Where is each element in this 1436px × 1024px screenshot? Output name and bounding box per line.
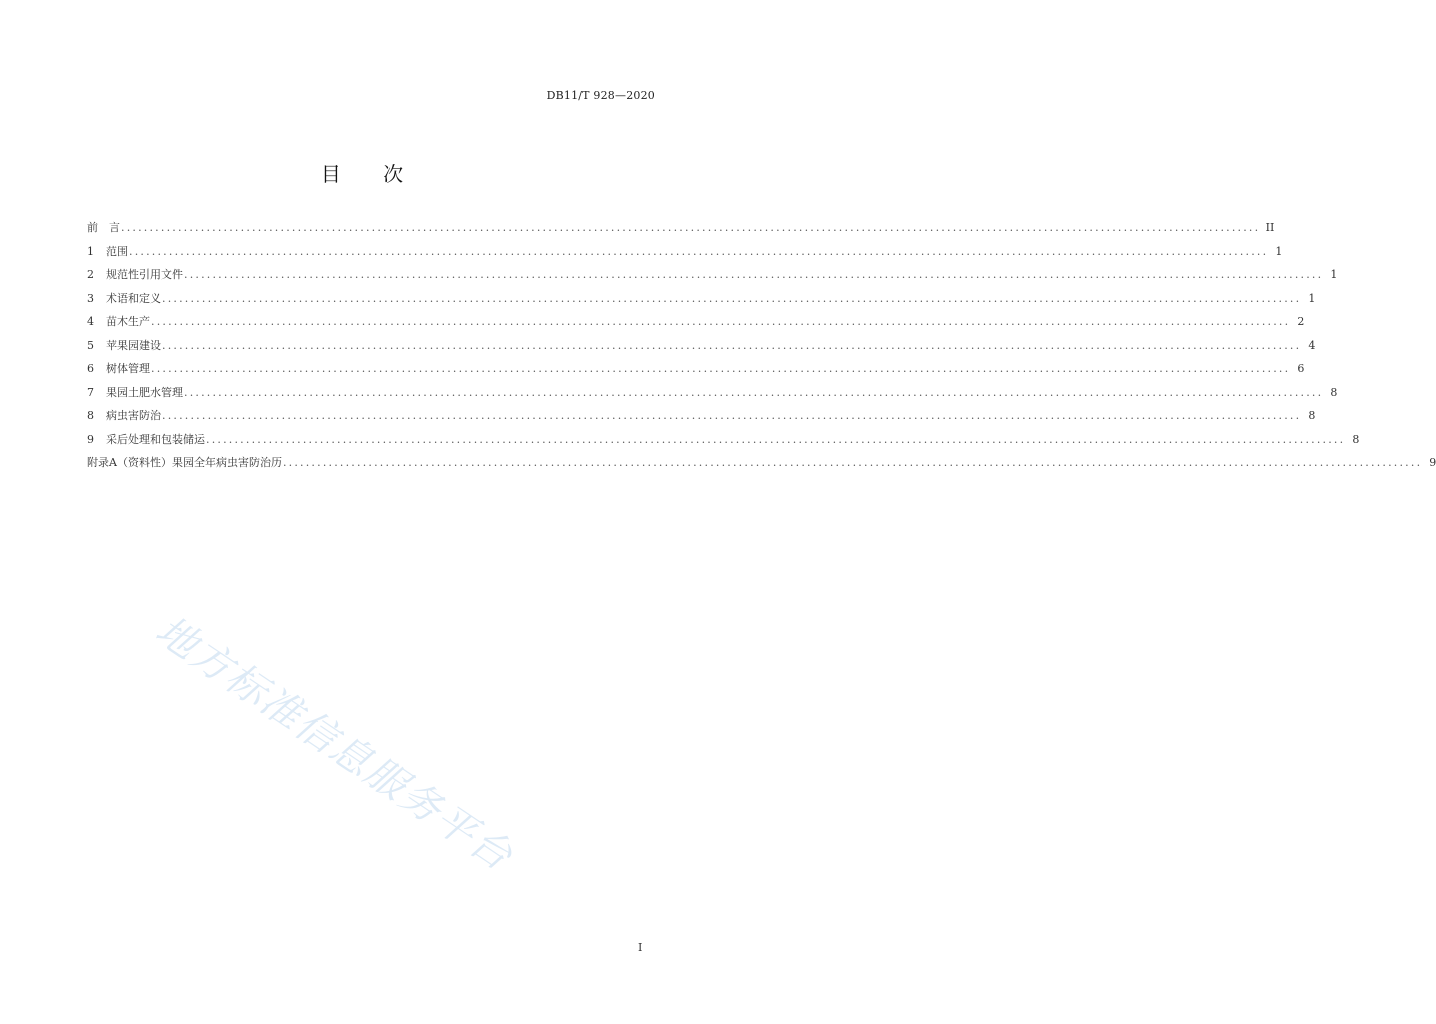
toc-dot-leader: ........................................................................................................................................................................................................ xyxy=(151,315,1291,328)
toc-entry-label: 果园土肥水管理 xyxy=(106,385,183,399)
toc-dot-leader: ........................................................................................................................................................................................................ xyxy=(162,291,1302,305)
toc-entry-page: II xyxy=(1265,221,1275,234)
toc-entry-page: 1 xyxy=(1275,244,1283,258)
toc-entry-label: 范围 xyxy=(106,244,128,258)
toc-entry[interactable] xyxy=(87,266,1338,290)
toc-dot-leader: ........................................................................................................................................................................................................ xyxy=(151,362,1291,375)
toc-dot-leader: ........................................................................................................................................................................................................ xyxy=(121,221,1261,234)
toc-entry-page: 2 xyxy=(1297,315,1305,328)
toc-entry[interactable] xyxy=(87,454,1436,478)
toc-entry-number: 9 xyxy=(87,432,94,446)
toc-entry-label: 附录A（资料性）果园全年病虫害防治历 xyxy=(87,456,282,469)
toc-dot-leader: ........................................................................................................................................................................................................ xyxy=(162,338,1302,352)
toc-entry-number: 6 xyxy=(87,362,94,375)
watermark: 地方标准信息服务平台 xyxy=(147,607,522,881)
toc-entry[interactable] xyxy=(87,407,1316,431)
toc-entry-number: 3 xyxy=(87,291,94,305)
toc-entry-label: 苹果园建设 xyxy=(106,338,161,352)
toc-entry-label: 树体管理 xyxy=(106,362,150,375)
toc-entry[interactable] xyxy=(87,313,1305,337)
toc-entry-label: 规范性引用文件 xyxy=(106,268,183,281)
toc-dot-leader: ........................................................................................................................................................................................................ xyxy=(206,432,1346,446)
toc-dot-leader: ........................................................................................................................................................................................................ xyxy=(162,409,1302,422)
toc-dot-leader: ........................................................................................................................................................................................................ xyxy=(184,268,1324,281)
toc-entry[interactable] xyxy=(87,243,1283,267)
toc-entry[interactable] xyxy=(87,384,1338,408)
toc-entry[interactable] xyxy=(87,431,1360,455)
toc-entry-page: 1 xyxy=(1330,268,1338,281)
toc-entry[interactable] xyxy=(87,290,1316,314)
toc-entry[interactable] xyxy=(87,360,1305,384)
toc-entry[interactable] xyxy=(87,219,1275,243)
toc-entry-label: 苗木生产 xyxy=(106,315,150,328)
toc-entry-page: 1 xyxy=(1308,291,1316,305)
toc-entry-page: 4 xyxy=(1308,338,1316,352)
page-title: 目 次 xyxy=(320,162,422,186)
standard-code: DB11/T 928—2020 xyxy=(546,89,655,102)
toc-dot-leader: ........................................................................................................................................................................................................ xyxy=(129,244,1269,258)
toc-entry-number: 7 xyxy=(87,385,94,399)
toc-entry-page: 9 xyxy=(1429,456,1436,469)
toc-dot-leader: ........................................................................................................................................................................................................ xyxy=(282,456,1423,469)
toc-dot-leader: ........................................................................................................................................................................................................ xyxy=(184,385,1324,399)
toc-entry-number: 1 xyxy=(87,244,94,258)
toc-entry-number: 2 xyxy=(87,268,94,281)
toc-entry[interactable] xyxy=(87,337,1316,361)
toc-entry-label: 采后处理和包装储运 xyxy=(106,432,205,446)
toc-entry-page: 6 xyxy=(1297,362,1305,375)
toc-entry-number: 5 xyxy=(87,338,94,352)
toc-entry-number: 8 xyxy=(87,409,94,422)
toc-entry-label: 前 言 xyxy=(87,221,120,234)
toc-entry-page: 8 xyxy=(1352,432,1360,446)
toc-entry-page: 8 xyxy=(1308,409,1316,422)
page-number: I xyxy=(638,941,643,954)
toc-entry-page: 8 xyxy=(1330,385,1338,399)
table-of-contents xyxy=(87,219,1436,478)
toc-entry-label: 术语和定义 xyxy=(106,291,161,305)
toc-entry-label: 病虫害防治 xyxy=(106,409,161,422)
toc-entry-number: 4 xyxy=(87,315,94,328)
